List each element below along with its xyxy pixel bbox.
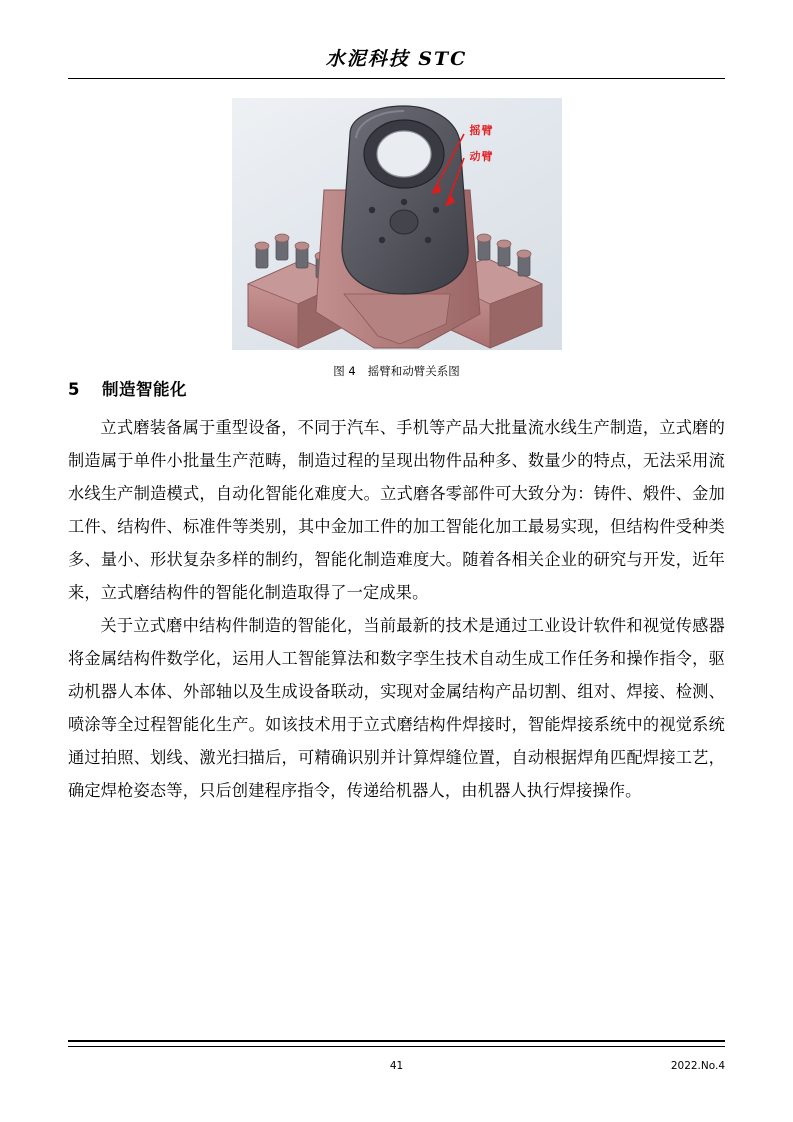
header-divider bbox=[68, 78, 725, 79]
paragraph-1: 立式磨装备属于重型设备，不同于汽车、手机等产品大批量流水线生产制造，立式磨的制造属于单件小批量生产范畴，制造过程的呈现出物件品种多、数量少的特点，无法采用流水线生产制造模式，自动化智能化难度大。立式磨各零部件可大致分为：铸件、煅件、金加工件、结构件、标准件等类别，其中金加工件的加工智能化加工最易实现，但结构件受种类多、量小、形状复杂多样的制约，智能化制造难度大。随着各相关企业的研究与开发，近年来，立式磨结构件的智能化制造取得了一定成果。 bbox=[68, 419, 725, 602]
figure-block bbox=[68, 98, 725, 379]
journal-title: 水泥科技 STC bbox=[325, 48, 468, 70]
section-title: 制造智能化 bbox=[101, 380, 187, 399]
page-header bbox=[68, 44, 725, 71]
paragraph-2: 关于立式磨中结构件制造的智能化，当前最新的技术是通过工业设计软件和视觉传感器将金属结构件数学化，运用人工智能算法和数字孪生技术自动生成工作任务和操作指令，驱动机器人本体、外部轴以及生成设备联动，实现对金属结构产品切割、组对、焊接、检测、喷涂等全过程智能化生产。如该技术用于立式磨结构件焊接时，智能焊接系统中的视觉系统通过拍照、划线、激光扫描后，可精确识别并计算焊缝位置，自动根据焊角匹配焊接工艺，确定焊枪姿态等，只后创建程序指令，传递给机器人，由机器人执行焊接操作。 bbox=[68, 617, 725, 800]
footer-divider-thick bbox=[68, 1040, 725, 1042]
issue-label: 2022.No.4 bbox=[670, 1060, 725, 1072]
footer-divider-thin bbox=[68, 1046, 725, 1047]
page-number: 41 bbox=[389, 1060, 404, 1072]
figure-caption-number: 图 4 bbox=[333, 364, 356, 378]
section-number: 5 bbox=[68, 380, 80, 399]
annotation-label-rocker-arm: 摇臂 bbox=[469, 124, 494, 137]
cad-illustration bbox=[232, 98, 562, 350]
figure-caption-text: 摇臂和动臂关系图 bbox=[367, 364, 460, 378]
figure-image bbox=[232, 98, 562, 350]
body-text bbox=[68, 412, 725, 808]
annotation-label-moving-arm: 动臂 bbox=[469, 150, 494, 163]
section-heading bbox=[68, 376, 725, 400]
